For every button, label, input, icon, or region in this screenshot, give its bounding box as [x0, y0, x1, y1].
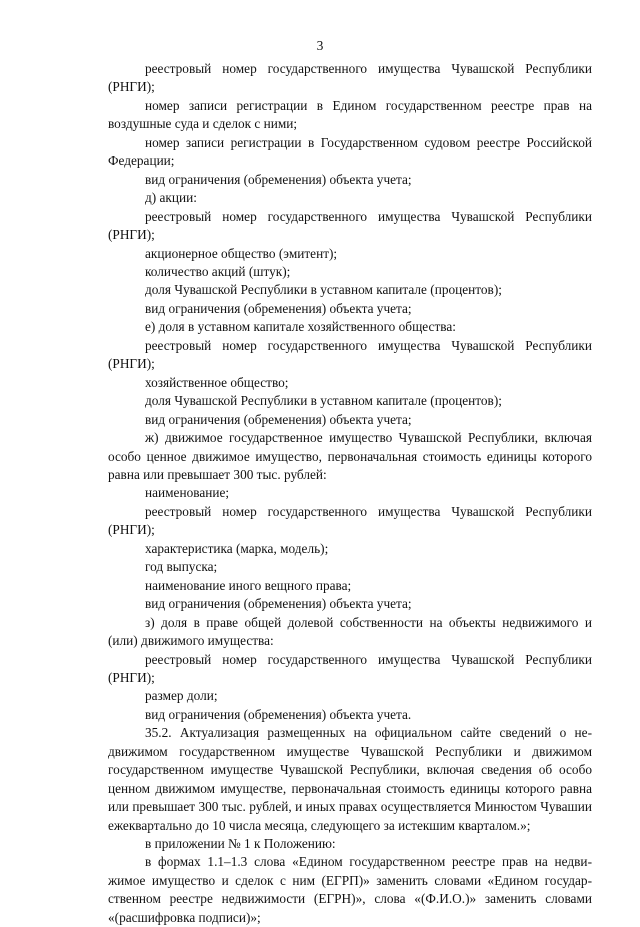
paragraph: вид ограничения (обременения) объекта учета;	[145, 171, 412, 187]
paragraph: наименование иного вещного права;	[145, 577, 352, 593]
paragraph: в формах 1.1–1.3 слова «Едином государственном реестре прав на недвижимое имущество и сделок с ним (ЕГРП)» заменить словами «Едином государственном реестре недвижимости (ЕГРН)», слова «(Ф.И.О.)» заменить словами «(расшифровка подписи)»;	[108, 854, 592, 925]
paragraph: год выпуска;	[145, 559, 218, 575]
subsection-heading: д) акции:	[145, 190, 197, 206]
clause-35-2: 35.2. Актуализация размещенных на официальном сайте сведений о недвижимом государственном имуществе Чувашской Республики и движимом государственном имуществе Чувашской Республики, включая сведения об особо ценном движимом имуществе, первоначальная стоимость единицы которого равна или превышает 300 тыс. рублей, и иных правах осуществляется Минюстом Чувашии ежеквартально до 10 числа месяца, следующего за истекшим кварталом.»;	[108, 725, 592, 833]
paragraph: вид ограничения (обременения) объекта учета.	[145, 706, 412, 722]
page-number: 3	[316, 38, 324, 53]
paragraph: количество акций (штук);	[145, 263, 291, 279]
paragraph: номер записи регистрации в Государственном судовом реестре Российской Федерации;	[108, 134, 592, 169]
paragraph: характеристика (марка, модель);	[145, 540, 329, 556]
paragraph: в приложении № 1 к Положению:	[145, 836, 336, 852]
paragraph: реестровый номер государственного имущества Чувашской Республики (РНГИ);	[108, 61, 592, 95]
document-body	[108, 60, 592, 927]
subsection-heading: з) доля в праве общей долевой собственности на объекты недвижимого и (или) движимого имущества:	[108, 614, 592, 649]
paragraph: вид ограничения (обременения) объекта учета;	[145, 596, 412, 612]
paragraph: размер доли;	[145, 688, 218, 704]
paragraph: реестровый номер государственного имущества Чувашской Республики (РНГИ);	[108, 337, 592, 372]
paragraph: вид ограничения (обременения) объекта учета;	[145, 300, 412, 316]
subsection-heading: ж) движимое государственное имущество Чувашской Республики, включая особо ценное движимое имущество, первоначальная стоимость единицы которого равна или превышает 300 тыс. рублей:	[108, 430, 592, 482]
paragraph: акционерное общество (эмитент);	[145, 245, 338, 261]
paragraph: доля Чувашской Республики в уставном капитале (процентов);	[145, 393, 502, 409]
paragraph: доля Чувашской Республики в уставном капитале (процентов);	[145, 282, 502, 298]
paragraph: номер записи регистрации в Едином государственном реестре прав на воздушные суда и сделок с ними;	[108, 97, 592, 132]
paragraph: хозяйственное общество;	[145, 374, 289, 390]
paragraph: реестровый номер государственного имущества Чувашской Республики (РНГИ);	[108, 208, 592, 243]
paragraph: наименование;	[145, 485, 230, 501]
paragraph: реестровый номер государственного имущества Чувашской Республики (РНГИ);	[108, 503, 592, 538]
subsection-heading: е) доля в уставном капитале хозяйственного общества:	[145, 319, 456, 335]
paragraph: вид ограничения (обременения) объекта учета;	[145, 411, 412, 427]
paragraph: реестровый номер государственного имущества Чувашской Республики (РНГИ);	[108, 651, 592, 685]
